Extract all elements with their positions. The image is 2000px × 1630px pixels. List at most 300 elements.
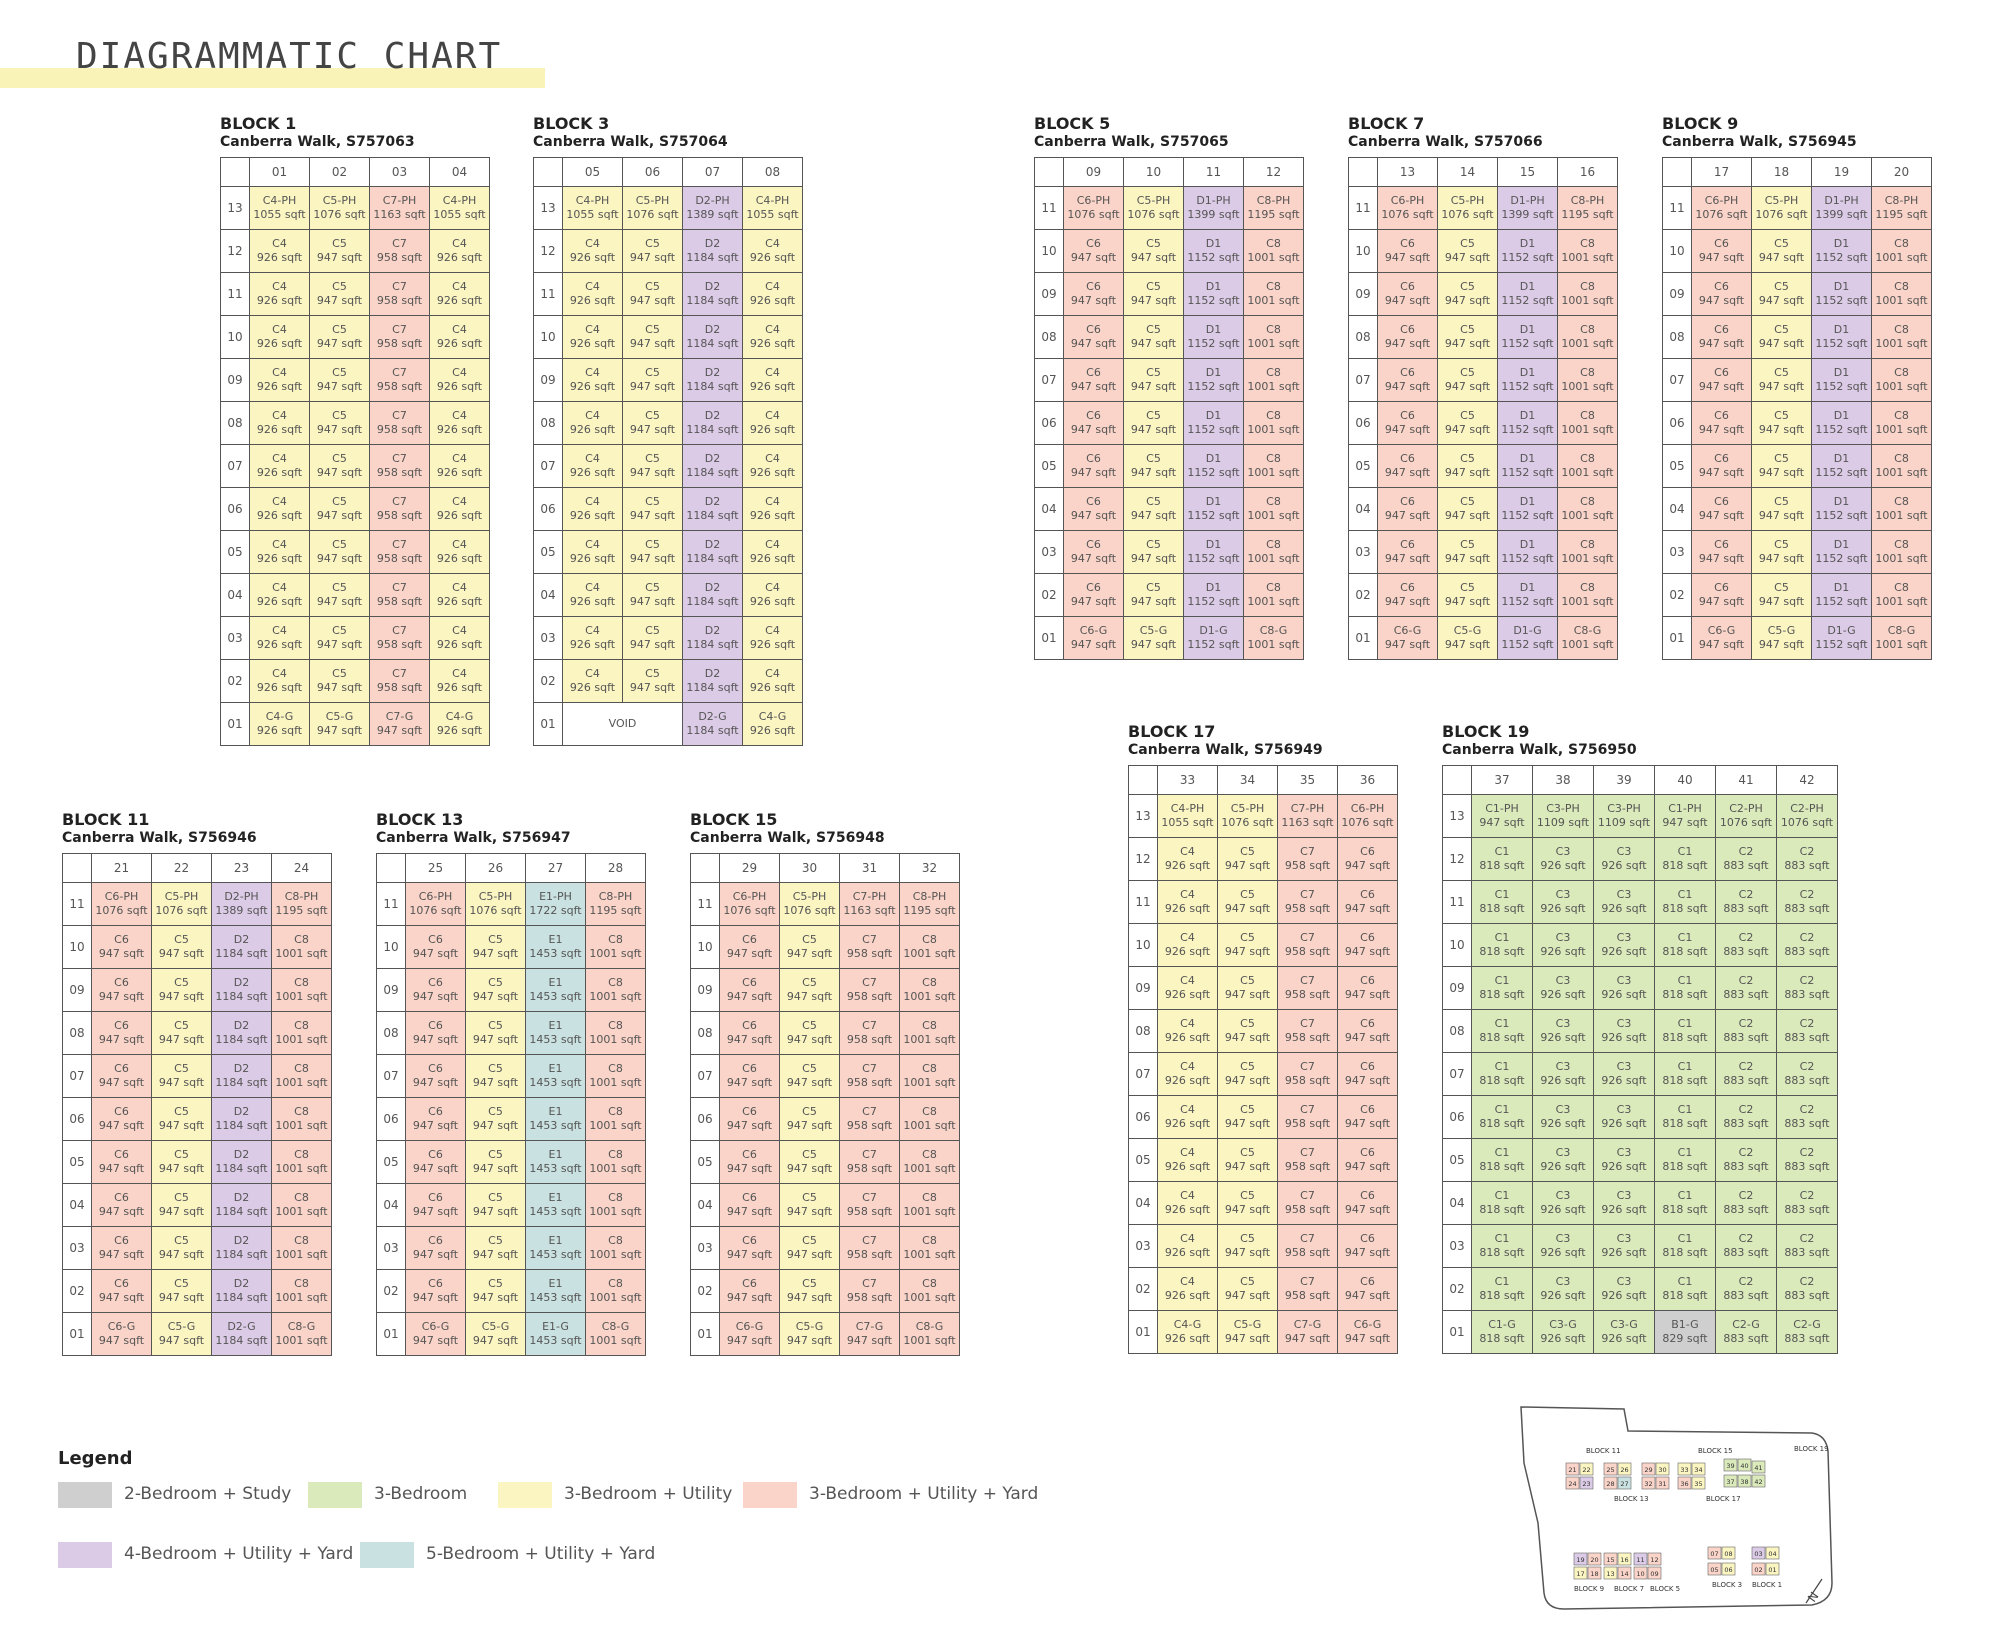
unit-type: C6-PH [104, 890, 139, 903]
site-unit-number: 11 [1636, 1556, 1645, 1564]
floor-number: 09 [1349, 273, 1378, 316]
unit-type: D1 [1519, 323, 1536, 336]
unit-cell [1655, 881, 1716, 924]
unit-type: C5 [802, 1105, 817, 1118]
unit-cell [1752, 402, 1812, 445]
unit-area: 926 sqft [1601, 902, 1647, 915]
unit-type: C5 [1240, 1189, 1255, 1202]
floor-row [63, 1184, 332, 1227]
unit-cell [1064, 617, 1124, 660]
unit-cell [1184, 230, 1244, 273]
unit-type: C6 [1360, 1146, 1375, 1159]
unit-cell [406, 1184, 466, 1227]
unit-type: C4 [765, 581, 780, 594]
site-unit-number: 06 [1724, 1566, 1733, 1574]
floor-row [221, 531, 490, 574]
unit-type: C5 [802, 976, 817, 989]
unit-area: 818 sqft [1662, 1074, 1708, 1087]
unit-area: 926 sqft [436, 380, 483, 393]
unit-area: 1001 sqft [1875, 552, 1928, 565]
unit-cell [563, 531, 623, 574]
unit-area: 958 sqft [1284, 1117, 1331, 1130]
unit-type: D2 [704, 667, 721, 680]
unit-cell [586, 1270, 646, 1313]
unit-type: C3 [1616, 1232, 1632, 1245]
unit-area: 926 sqft [436, 724, 483, 737]
unit-cell [900, 1184, 960, 1227]
unit-cell [683, 316, 743, 359]
unit-type: C6 [428, 1062, 443, 1075]
unit-cell [250, 316, 310, 359]
site-unit-number: 37 [1726, 1478, 1735, 1486]
floor-row [1035, 230, 1304, 273]
unit-type: D1 [1205, 581, 1222, 594]
unit-cell [1777, 1139, 1838, 1182]
unit-area: 947 sqft [412, 990, 459, 1003]
unit-area: 1001 sqft [1561, 466, 1614, 479]
floor-number: 10 [1129, 924, 1158, 967]
stack-number: 42 [1777, 766, 1838, 795]
floor-row [1035, 402, 1304, 445]
unit-cell [1558, 488, 1618, 531]
unit-type: C4 [272, 237, 287, 250]
unit-area: 1152 sqft [1187, 380, 1240, 393]
unit-area: 958 sqft [376, 380, 423, 393]
unit-type: C5 [1774, 452, 1789, 465]
unit-area: 926 sqft [749, 423, 796, 436]
stack-number: 10 [1124, 158, 1184, 187]
unit-cell [1498, 617, 1558, 660]
unit-cell [743, 660, 803, 703]
floor-number: 08 [1443, 1010, 1472, 1053]
unit-cell [683, 273, 743, 316]
floor-number: 07 [1443, 1053, 1472, 1096]
floor-row [377, 1098, 646, 1141]
floor-number: 06 [534, 488, 563, 531]
unit-area: 926 sqft [1540, 1332, 1586, 1345]
unit-cell [1594, 795, 1655, 838]
floor-number: 01 [534, 703, 563, 746]
unit-area: 958 sqft [846, 1076, 893, 1089]
floor-row [1663, 402, 1932, 445]
floor-number: 08 [1349, 316, 1378, 359]
block-address: Canberra Walk, S756949 [1128, 742, 1323, 758]
unit-cell [1158, 1139, 1218, 1182]
stack-number: 13 [1378, 158, 1438, 187]
floor-row [1035, 445, 1304, 488]
unit-type: C4 [272, 366, 287, 379]
site-unit-number: 05 [1710, 1566, 1719, 1574]
unit-type: C5 [488, 1148, 503, 1161]
unit-cell [370, 316, 430, 359]
unit-type: C8 [294, 1191, 309, 1204]
unit-area: 926 sqft [749, 466, 796, 479]
floor-row [63, 1055, 332, 1098]
site-unit-number: 41 [1754, 1464, 1763, 1472]
unit-type: C2 [1799, 888, 1815, 901]
unit-type: C5 [802, 1234, 817, 1247]
unit-area: 947 sqft [316, 724, 363, 737]
floor-number: 07 [1663, 359, 1692, 402]
unit-area: 1163 sqft [373, 208, 426, 221]
unit-type: C7 [862, 1062, 877, 1075]
floor-number: 05 [691, 1141, 720, 1184]
unit-area: 958 sqft [1284, 1160, 1331, 1173]
floor-number: 10 [534, 316, 563, 359]
unit-cell [1278, 795, 1338, 838]
floor-number: 06 [691, 1098, 720, 1141]
unit-cell [430, 445, 490, 488]
unit-cell [1158, 1096, 1218, 1139]
unit-area: 1001 sqft [1561, 251, 1614, 264]
unit-type: C8 [1266, 366, 1281, 379]
site-block-label: BLOCK 15 [1698, 1447, 1733, 1455]
unit-cell [212, 1055, 272, 1098]
unit-area: 1001 sqft [1561, 294, 1614, 307]
unit-area: 1055 sqft [566, 208, 619, 221]
floor-row [1663, 187, 1932, 230]
floor-row [1129, 838, 1398, 881]
stack-header-row [691, 854, 960, 883]
unit-area: 926 sqft [749, 724, 796, 737]
unit-area: 818 sqft [1662, 1246, 1708, 1259]
unit-cell [1655, 924, 1716, 967]
unit-area: 1001 sqft [1875, 294, 1928, 307]
unit-type: C7 [1300, 1232, 1315, 1245]
floor-number: 02 [1443, 1268, 1472, 1311]
unit-cell [430, 660, 490, 703]
unit-type: C6 [428, 933, 443, 946]
unit-type: C6-PH [1390, 194, 1425, 207]
unit-cell [683, 574, 743, 617]
unit-area: 1389 sqft [215, 904, 268, 917]
unit-cell [1278, 1225, 1338, 1268]
unit-cell [1278, 1053, 1338, 1096]
unit-area: 947 sqft [1662, 816, 1708, 829]
unit-type: C5 [1240, 931, 1255, 944]
unit-area: 947 sqft [629, 337, 676, 350]
floor-number: 04 [1663, 488, 1692, 531]
unit-type: C7 [1300, 1275, 1315, 1288]
site-unit-number: 13 [1606, 1570, 1615, 1578]
unit-area: 1001 sqft [903, 1291, 956, 1304]
unit-area: 947 sqft [1344, 988, 1391, 1001]
unit-cell [152, 1227, 212, 1270]
floor-number: 13 [1129, 795, 1158, 838]
unit-cell [310, 660, 370, 703]
unit-cell [466, 1098, 526, 1141]
unit-type: C5 [1146, 538, 1161, 551]
unit-area: 947 sqft [1758, 337, 1805, 350]
unit-type: C4 [1180, 974, 1195, 987]
stack-header-row [1129, 766, 1398, 795]
unit-cell [586, 1098, 646, 1141]
unit-cell [1378, 531, 1438, 574]
unit-type: C6 [1360, 1275, 1375, 1288]
unit-cell [1184, 617, 1244, 660]
block-17 [1128, 722, 1398, 1354]
unit-cell [152, 1313, 212, 1356]
unit-area: 947 sqft [846, 1334, 893, 1347]
unit-cell [1378, 187, 1438, 230]
unit-cell [526, 1227, 586, 1270]
block-name: BLOCK 5 [1034, 114, 1111, 133]
floor-row [377, 883, 646, 926]
unit-type: C6 [1400, 280, 1415, 293]
floor-row [1349, 187, 1618, 230]
unit-type: C6 [742, 976, 757, 989]
unit-area: 1152 sqft [1187, 552, 1240, 565]
unit-cell [92, 1098, 152, 1141]
unit-area: 947 sqft [98, 1162, 145, 1175]
unit-type: C6 [114, 1105, 129, 1118]
unit-type: C8 [1266, 409, 1281, 422]
site-unit-number: 40 [1740, 1462, 1749, 1470]
unit-type: C5-PH [1136, 194, 1171, 207]
unit-cell [780, 1012, 840, 1055]
unit-type: C8 [1580, 280, 1595, 293]
unit-area: 947 sqft [158, 1033, 205, 1046]
unit-cell [1338, 1096, 1398, 1139]
unit-area: 947 sqft [1758, 552, 1805, 565]
site-block-label: BLOCK 13 [1614, 1495, 1649, 1503]
unit-area: 947 sqft [98, 1334, 145, 1347]
unit-cell [430, 230, 490, 273]
unit-type: C6 [114, 933, 129, 946]
floor-row [1129, 795, 1398, 838]
unit-type: C8 [1266, 581, 1281, 594]
unit-type: C6 [742, 1148, 757, 1161]
unit-type: C6 [742, 1019, 757, 1032]
floor-number: 02 [691, 1270, 720, 1313]
unit-area: 1152 sqft [1187, 423, 1240, 436]
unit-cell [1184, 273, 1244, 316]
unit-area: 1076 sqft [469, 904, 522, 917]
unit-area: 947 sqft [726, 1248, 773, 1261]
unit-type: D2-G [227, 1320, 256, 1333]
unit-area: 947 sqft [1384, 552, 1431, 565]
unit-area: 1001 sqft [275, 1162, 328, 1175]
unit-type: C6 [1360, 1232, 1375, 1245]
floor-number: 07 [1349, 359, 1378, 402]
floor-number: 13 [1443, 795, 1472, 838]
unit-area: 1152 sqft [1815, 595, 1868, 608]
unit-type: C4 [765, 323, 780, 336]
unit-cell [1158, 967, 1218, 1010]
unit-cell [466, 969, 526, 1012]
unit-type: C5 [1146, 237, 1161, 250]
floor-number: 02 [1663, 574, 1692, 617]
unit-type: C4-PH [262, 194, 297, 207]
unit-area: 1184 sqft [215, 1033, 268, 1046]
unit-cell [586, 969, 646, 1012]
block-name: BLOCK 11 [62, 810, 150, 829]
unit-type: C4 [452, 409, 467, 422]
unit-area: 947 sqft [412, 1205, 459, 1218]
unit-area: 1152 sqft [1815, 337, 1868, 350]
unit-type: C6 [1400, 323, 1415, 336]
unit-cell [1472, 1096, 1533, 1139]
unit-cell [1692, 359, 1752, 402]
unit-cell [623, 531, 683, 574]
unit-cell [430, 617, 490, 660]
unit-cell [623, 230, 683, 273]
unit-area: 947 sqft [98, 1076, 145, 1089]
unit-type: C5 [645, 237, 660, 250]
unit-cell [586, 1184, 646, 1227]
unit-type: C5 [332, 280, 347, 293]
unit-cell [840, 969, 900, 1012]
unit-type: C8 [294, 1019, 309, 1032]
unit-type: C5 [1146, 409, 1161, 422]
unit-area: 947 sqft [726, 1162, 773, 1175]
unit-cell [683, 617, 743, 660]
unit-cell [466, 1313, 526, 1356]
unit-area: 947 sqft [412, 1033, 459, 1046]
unit-area: 947 sqft [1479, 816, 1525, 829]
unit-type: C5-G [1767, 624, 1796, 637]
unit-type: C8 [294, 1277, 309, 1290]
unit-type: C8-G [1573, 624, 1602, 637]
unit-cell [1872, 445, 1932, 488]
unit-cell [900, 926, 960, 969]
unit-cell [720, 1313, 780, 1356]
unit-area: 926 sqft [569, 681, 616, 694]
legend [58, 1448, 1058, 1578]
unit-cell [92, 1012, 152, 1055]
unit-area: 958 sqft [1284, 1031, 1331, 1044]
unit-cell [250, 660, 310, 703]
unit-cell [1438, 359, 1498, 402]
unit-type: C4 [272, 280, 287, 293]
unit-area: 926 sqft [1601, 1117, 1647, 1130]
block-address: Canberra Walk, S756950 [1442, 742, 1637, 758]
unit-area: 947 sqft [1070, 251, 1117, 264]
unit-type: C6 [1086, 495, 1101, 508]
unit-type: C4 [585, 237, 600, 250]
unit-type: C5-PH [1764, 194, 1799, 207]
unit-type: D1 [1833, 366, 1850, 379]
stack-number: 22 [152, 854, 212, 883]
unit-type: C6 [114, 1019, 129, 1032]
unit-area: 926 sqft [1540, 1246, 1586, 1259]
unit-cell [1244, 273, 1304, 316]
unit-area: 818 sqft [1479, 859, 1525, 872]
unit-area: 1152 sqft [1501, 552, 1554, 565]
unit-cell [743, 230, 803, 273]
unit-area: 883 sqft [1784, 1031, 1830, 1044]
floor-row [1443, 1053, 1838, 1096]
unit-cell [1064, 574, 1124, 617]
unit-area: 947 sqft [1758, 509, 1805, 522]
unit-area: 947 sqft [1444, 294, 1491, 307]
unit-type: C8 [1266, 237, 1281, 250]
unit-area: 1152 sqft [1501, 595, 1554, 608]
unit-cell [212, 1227, 272, 1270]
unit-type: D2 [704, 237, 721, 250]
unit-type: C5 [174, 1062, 189, 1075]
unit-type: C5 [1240, 1103, 1255, 1116]
unit-cell [1812, 273, 1872, 316]
unit-type: C5 [1774, 280, 1789, 293]
stack-number: 15 [1498, 158, 1558, 187]
floor-row [1443, 924, 1838, 967]
unit-cell [900, 1012, 960, 1055]
site-unit-number: 34 [1694, 1466, 1703, 1474]
unit-type: D1 [1519, 409, 1536, 422]
unit-type: C8 [294, 976, 309, 989]
unit-type: C5 [332, 624, 347, 637]
unit-cell [840, 1012, 900, 1055]
floor-number: 11 [534, 273, 563, 316]
unit-cell [1777, 967, 1838, 1010]
unit-cell [212, 1141, 272, 1184]
unit-cell [586, 883, 646, 926]
unit-cell [1498, 488, 1558, 531]
unit-area: 818 sqft [1662, 1203, 1708, 1216]
unit-area: 947 sqft [412, 1076, 459, 1089]
unit-cell [1872, 359, 1932, 402]
unit-cell [310, 316, 370, 359]
unit-area: 947 sqft [1070, 595, 1117, 608]
unit-area: 1001 sqft [1247, 294, 1300, 307]
unit-cell [310, 402, 370, 445]
unit-type: E1-G [542, 1320, 569, 1333]
floor-row [1349, 488, 1618, 531]
unit-type: C6 [114, 976, 129, 989]
unit-cell [250, 445, 310, 488]
floor-row [534, 187, 803, 230]
unit-area: 947 sqft [1444, 552, 1491, 565]
unit-area: 958 sqft [1284, 1074, 1331, 1087]
unit-area: 1001 sqft [903, 1033, 956, 1046]
floor-row [63, 1141, 332, 1184]
unit-cell [1244, 359, 1304, 402]
unit-area: 947 sqft [98, 1205, 145, 1218]
unit-cell [526, 1270, 586, 1313]
stack-header-row [377, 854, 646, 883]
unit-cell [370, 703, 430, 746]
unit-cell [1716, 795, 1777, 838]
unit-type: D2 [704, 538, 721, 551]
unit-cell [1498, 574, 1558, 617]
unit-cell [720, 883, 780, 926]
floor-row [534, 230, 803, 273]
unit-area: 947 sqft [316, 294, 363, 307]
unit-cell [310, 488, 370, 531]
unit-area: 926 sqft [1601, 1031, 1647, 1044]
unit-cell [563, 316, 623, 359]
unit-area: 958 sqft [376, 337, 423, 350]
unit-cell [1472, 1225, 1533, 1268]
legend-swatch [58, 1542, 112, 1568]
floor-number: 05 [377, 1141, 406, 1184]
unit-area: 926 sqft [749, 251, 796, 264]
unit-type: C8 [608, 1277, 623, 1290]
unit-type: C5 [1240, 1275, 1255, 1288]
unit-area: 1001 sqft [1875, 466, 1928, 479]
unit-area: 883 sqft [1723, 1117, 1769, 1130]
floor-row [691, 1012, 960, 1055]
unit-cell [720, 1270, 780, 1313]
unit-area: 818 sqft [1479, 988, 1525, 1001]
unit-cell [1777, 924, 1838, 967]
unit-type: C8 [922, 1191, 937, 1204]
unit-type: C4 [452, 237, 467, 250]
site-block-label: BLOCK 1 [1752, 1581, 1783, 1589]
unit-cell [1872, 531, 1932, 574]
unit-type: C6 [114, 1191, 129, 1204]
